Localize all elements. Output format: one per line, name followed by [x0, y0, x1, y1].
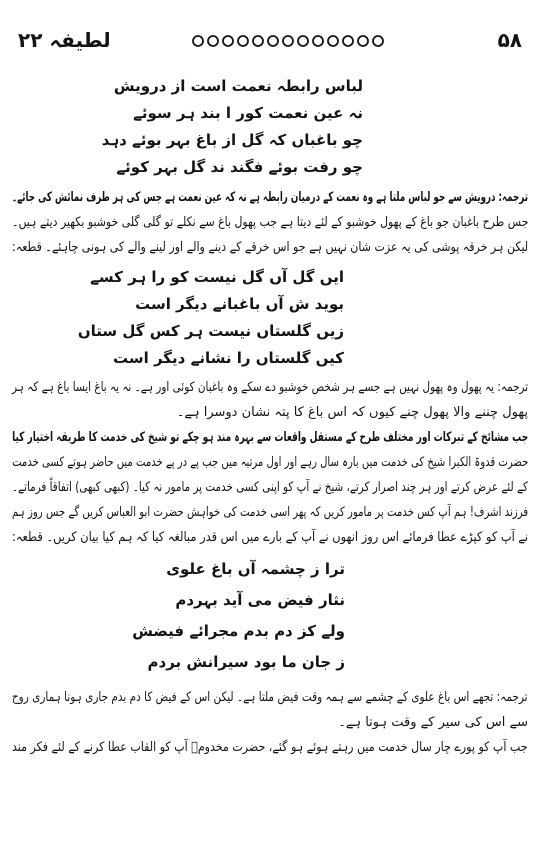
text-line: سے اس کی سیر کے وقت ہوتا ہے۔ — [338, 715, 528, 730]
verse-line: چو رفت بوئے فگند ند گل بہر کوئے — [116, 158, 363, 176]
text-line: نے آپ کو کپڑے عطا فرمائے اس روز انھوں نے آپ کے بارے میں اس قدر مبالغہ کیا کہ ہم کیا بیان کریں۔ قطعہ: — [11, 530, 528, 545]
verse-line: چو باغباں کہ گل از باغ بہر بوئے دہد — [101, 131, 363, 149]
text-line: حضرت قدوۃ الکبرا شیخ کی خدمت میں بارہ سال رہے اور اول مرتبہ میں جب پے در پے خدمت میں حاضر ہوتے کسی خدمت — [11, 455, 528, 470]
verse-line: لباس رابطہ نعمت است از درویش — [113, 77, 363, 95]
translation-line: ترجمہ: یہ پھول وہ پھول نہیں ہے جسے ہر شخص خوشبو دے سکے وہ باغبان کوئی اور ہے۔ نہ یہ باغ ایسا باغ ہے کہ ہر — [11, 380, 528, 395]
text-line: جس طرح باغبان جو باغ کے پھول خوشبو کے لئے دیتا ہے جب پھول باغ سے نکلے تو گلی گلی خوشبو بکھیر دیتے ہیں۔ — [11, 215, 528, 230]
ornament-chain-icon — [190, 34, 390, 48]
text-line: پھول چننے والا پھول چنے کیوں کہ اس باغ کا پتہ نشان دوسرا ہے۔ — [176, 405, 528, 420]
text-line: لیکن ہر خرقہ پوشی کی یہ عزت شان نہیں ہے جو اس خرقے کے دینے والے اور لینے والے کی ہونی چاہئے۔ قطعہ: — [11, 240, 528, 255]
text-line: فرزند اشرف! ہم آپ کس خدمت پر مامور کریں کہ پھر اسی خدمت کی خواہش حضرت ابو العباس کریں گے جس روز ہم — [11, 505, 528, 520]
text-line: جب آپ کو پورے چار سال خدمت میں رہتے ہوئے ہو گئے، حضرت مخدومؒ آپ کو القاب عطا کرنے کے لئے فکر مند — [12, 740, 528, 755]
verse-line: ترا ز چشمہ آں باغ علوی — [166, 560, 345, 578]
verse-line: نہ عین نعمت کور ا بند ہر سوئے — [133, 104, 363, 122]
verse-line: زیں گلستاں نیست ہر کس گل ستاں — [77, 322, 344, 340]
text-line: کے لئے عرض کرتے اور ہر چند اصرار کرتے، شیخ نے آپ کو اپنی کسی خدمت پر مامور نہ کیا۔ (کبھی کبھی) اتفاقاً فرماتے۔ — [12, 480, 528, 495]
translation-line: ترجمہ: تجھے اس باغ علوی کے چشمے سے ہمہ وقت فیض ملتا ہے۔ لیکن اس کے فیض کا دم بدم جاری ہونا ہماری روح — [12, 690, 528, 705]
verse-line: ز جان ما بود سیرانش بردم — [147, 653, 345, 671]
translation-line: ترجمہ: درویش سے جو لباس ملتا ہے وہ نعمت کے درمیان رابطہ ہے نہ کہ عین نعمت ہے جس کی ہر طرف نمائش کی جائے۔ — [12, 190, 528, 205]
page-header — [18, 28, 522, 58]
page-number: ۵۸ — [497, 28, 522, 52]
verse-line: ولے کز دم بدم مجرائے فیضش — [132, 622, 345, 640]
text-line: جب مشائخ کے تبرکات اور مختلف طرح کے مستقل واقعات سے بہرہ مند ہو چکے تو شیخ کی خدمت کا طریقہ اختیار کیا — [11, 430, 528, 445]
chapter-label: لطیفہ ۲۲ — [18, 28, 111, 52]
verse-line: نثار فیض می آید بہردم — [175, 591, 345, 609]
verse-line: ایں گل آں گل نیست کو را ہر کسے — [90, 268, 344, 286]
verse-line: کیں گلستاں را نشانے دیگر است — [112, 349, 344, 367]
verse-line: بوید ش آں باغبانے دیگر است — [135, 295, 344, 313]
